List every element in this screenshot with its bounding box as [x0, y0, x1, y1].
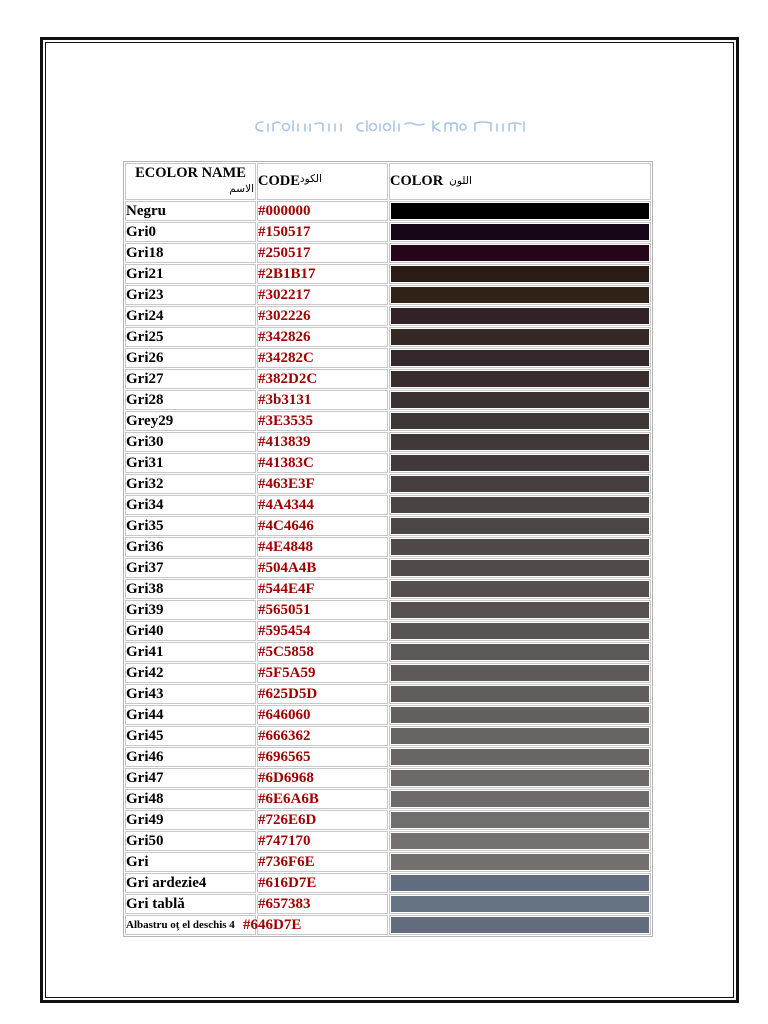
color-name: Gri39	[126, 602, 164, 618]
color-name: Gri28	[126, 392, 164, 408]
color-swatch	[391, 644, 649, 660]
table-row	[125, 348, 651, 368]
color-swatch-cell	[389, 810, 651, 830]
color-name-cell	[125, 537, 256, 557]
color-swatch	[391, 392, 649, 408]
color-name-cell	[125, 852, 256, 872]
color-swatch	[391, 602, 649, 618]
table-row	[125, 789, 651, 809]
color-swatch-cell	[389, 915, 651, 935]
header-name-label: ECOLOR NAME	[135, 165, 246, 181]
color-swatch-cell	[389, 537, 651, 557]
color-name: Gri34	[126, 497, 164, 513]
header-name-arabic: الاسم	[229, 183, 254, 195]
color-swatch	[391, 854, 649, 870]
color-name: Gri25	[126, 329, 164, 345]
color-name: Gri50	[126, 833, 164, 849]
color-name-cell	[125, 915, 256, 935]
color-swatch	[391, 686, 649, 702]
color-code-cell	[257, 306, 388, 326]
table-row	[125, 432, 651, 452]
color-swatch	[391, 812, 649, 828]
color-swatch	[391, 665, 649, 681]
color-name: Negru	[126, 203, 166, 219]
color-name-cell	[125, 810, 256, 830]
color-code-cell	[257, 474, 388, 494]
color-swatch	[391, 224, 649, 240]
color-swatch	[391, 497, 649, 513]
color-swatch	[391, 329, 649, 345]
table-body	[125, 201, 651, 935]
color-name-cell	[125, 243, 256, 263]
color-code: #6D6968	[258, 770, 314, 786]
color-code: #3E3535	[258, 413, 314, 429]
color-code-cell	[257, 453, 388, 473]
color-name-cell	[125, 579, 256, 599]
table-row	[125, 327, 651, 347]
color-name: Gri38	[126, 581, 164, 597]
table-row	[125, 495, 651, 515]
color-code: #736F6E	[258, 854, 315, 870]
color-code: #646060	[258, 707, 311, 723]
color-name-cell	[125, 411, 256, 431]
color-swatch-cell	[389, 222, 651, 242]
table-row	[125, 768, 651, 788]
faded-title-graphic	[253, 119, 529, 134]
table-row	[125, 579, 651, 599]
color-swatch	[391, 770, 649, 786]
header-color-label: COLOR	[390, 173, 444, 189]
color-name-cell	[125, 348, 256, 368]
color-code-cell	[257, 579, 388, 599]
color-name-cell	[125, 663, 256, 683]
table-row	[125, 285, 651, 305]
color-name: Gri43	[126, 686, 164, 702]
header-code-arabic: الكود	[299, 172, 322, 185]
color-code: #565051	[258, 602, 311, 618]
color-name-cell	[125, 789, 256, 809]
color-code-cell	[257, 327, 388, 347]
color-name: Gri36	[126, 539, 164, 555]
color-name: Gri41	[126, 644, 164, 660]
color-swatch-cell	[389, 558, 651, 578]
color-name-cell	[125, 327, 256, 347]
color-swatch-cell	[389, 579, 651, 599]
color-name: Gri49	[126, 812, 164, 828]
color-swatch-cell	[389, 369, 651, 389]
color-code: #41383C	[258, 455, 314, 471]
color-code-cell	[257, 726, 388, 746]
color-swatch	[391, 434, 649, 450]
color-name: Gri37	[126, 560, 164, 576]
color-name-cell	[125, 600, 256, 620]
color-swatch-cell	[389, 852, 651, 872]
color-name-cell	[125, 726, 256, 746]
color-swatch-cell	[389, 495, 651, 515]
table-row	[125, 663, 651, 683]
color-name: Gri45	[126, 728, 164, 744]
color-code: #595454	[258, 623, 311, 639]
color-swatch	[391, 539, 649, 555]
color-name-cell	[125, 747, 256, 767]
table-row	[125, 873, 651, 893]
color-swatch-cell	[389, 348, 651, 368]
color-name-cell	[125, 495, 256, 515]
color-code: #000000	[258, 203, 311, 219]
color-name-cell	[125, 831, 256, 851]
color-name: Grey29	[126, 413, 174, 429]
color-code: #726E6D	[258, 812, 317, 828]
table-row	[125, 453, 651, 473]
color-name: Gri0	[126, 224, 156, 240]
color-swatch	[391, 308, 649, 324]
color-code-cell	[257, 810, 388, 830]
header-name-cell	[125, 163, 256, 200]
color-code: #646D7E	[243, 917, 302, 933]
color-code: #302217	[258, 287, 311, 303]
color-swatch	[391, 371, 649, 387]
table-row	[125, 642, 651, 662]
color-code-cell	[257, 789, 388, 809]
color-name: Gri27	[126, 371, 164, 387]
color-name: Gri24	[126, 308, 164, 324]
color-code-cell	[257, 348, 388, 368]
color-code-cell	[257, 495, 388, 515]
table-row	[125, 411, 651, 431]
color-code-cell	[257, 558, 388, 578]
color-code: #413839	[258, 434, 311, 450]
color-name-cell	[125, 684, 256, 704]
color-swatch	[391, 350, 649, 366]
color-swatch	[391, 455, 649, 471]
color-swatch	[391, 833, 649, 849]
color-swatch	[391, 203, 649, 219]
color-swatch-cell	[389, 411, 651, 431]
color-code-cell	[257, 516, 388, 536]
color-name: Gri42	[126, 665, 164, 681]
color-code: #34282C	[258, 350, 314, 366]
table-row	[125, 516, 651, 536]
color-name: Gri47	[126, 770, 164, 786]
color-swatch	[391, 896, 649, 912]
color-code-cell	[257, 621, 388, 641]
color-name: Gri26	[126, 350, 164, 366]
color-code-cell	[257, 852, 388, 872]
table-row	[125, 747, 651, 767]
color-name-cell	[125, 285, 256, 305]
color-swatch-cell	[389, 453, 651, 473]
color-code-cell	[257, 873, 388, 893]
color-swatch	[391, 287, 649, 303]
color-swatch-cell	[389, 285, 651, 305]
color-code-cell	[243, 915, 388, 935]
color-code: #3b3131	[258, 392, 312, 408]
color-code: #5F5A59	[258, 665, 316, 681]
color-swatch-cell	[389, 201, 651, 221]
color-code: #2B1B17	[258, 266, 316, 282]
table-row	[125, 684, 651, 704]
color-code: #747170	[258, 833, 311, 849]
color-swatch	[391, 791, 649, 807]
color-swatch-cell	[389, 726, 651, 746]
color-code-cell	[257, 432, 388, 452]
color-code-cell	[257, 600, 388, 620]
color-code: #657383	[258, 896, 311, 912]
color-swatch	[391, 413, 649, 429]
color-code-cell	[257, 411, 388, 431]
color-code: #150517	[258, 224, 311, 240]
color-swatch-cell	[389, 831, 651, 851]
color-name-cell	[125, 516, 256, 536]
table-row	[125, 894, 651, 914]
color-code-cell	[257, 768, 388, 788]
color-name-cell	[125, 390, 256, 410]
color-code-cell	[257, 285, 388, 305]
color-code: #666362	[258, 728, 311, 744]
table-row	[125, 390, 651, 410]
color-name-cell	[125, 873, 256, 893]
color-swatch	[391, 875, 649, 891]
color-code: #504A4B	[258, 560, 317, 576]
color-swatch-cell	[389, 663, 651, 683]
color-name: Albastru oț el deschis 4	[126, 919, 235, 931]
table-row	[125, 705, 651, 725]
color-code: #5C5858	[258, 644, 314, 660]
color-code: #302226	[258, 308, 311, 324]
color-swatch	[391, 623, 649, 639]
color-swatch-cell	[389, 894, 651, 914]
color-swatch	[391, 245, 649, 261]
color-code: #382D2C	[258, 371, 318, 387]
color-name: Gri35	[126, 518, 164, 534]
color-code-cell	[257, 243, 388, 263]
color-code-cell	[257, 201, 388, 221]
color-swatch-cell	[389, 873, 651, 893]
table-header-row	[125, 163, 651, 200]
color-code-cell	[257, 390, 388, 410]
table-row	[125, 264, 651, 284]
color-swatch	[391, 581, 649, 597]
color-code-cell	[257, 663, 388, 683]
color-name-cell	[125, 453, 256, 473]
header-code-label: CODE	[258, 173, 300, 189]
color-swatch-cell	[389, 516, 651, 536]
color-name: Gri48	[126, 791, 164, 807]
color-swatch-cell	[389, 474, 651, 494]
color-swatch-cell	[389, 390, 651, 410]
table-row	[125, 222, 651, 242]
color-code: #4A4344	[258, 497, 314, 513]
color-swatch	[391, 476, 649, 492]
color-name-cell	[125, 432, 256, 452]
color-code-cell	[257, 684, 388, 704]
color-code: #4C4646	[258, 518, 314, 534]
color-swatch-cell	[389, 600, 651, 620]
color-name: Gri23	[126, 287, 164, 303]
color-name: Gri ardezie4	[126, 875, 207, 891]
color-name: Gri31	[126, 455, 164, 471]
table-row	[125, 915, 651, 935]
color-code-cell	[257, 222, 388, 242]
color-code: #4E4848	[258, 539, 314, 555]
color-code: #696565	[258, 749, 311, 765]
color-name: Gri	[126, 854, 149, 870]
table-row	[125, 306, 651, 326]
color-name: Gri21	[126, 266, 164, 282]
table-row	[125, 201, 651, 221]
color-code-cell	[257, 264, 388, 284]
table-row	[125, 852, 651, 872]
color-swatch-cell	[389, 705, 651, 725]
color-name-cell	[125, 705, 256, 725]
table-row	[125, 537, 651, 557]
color-swatch-cell	[389, 264, 651, 284]
color-code: #616D7E	[258, 875, 317, 891]
color-name: Gri46	[126, 749, 164, 765]
color-name-cell	[125, 894, 256, 914]
color-swatch-cell	[389, 684, 651, 704]
color-swatch-cell	[389, 747, 651, 767]
table-row	[125, 558, 651, 578]
table-row	[125, 243, 651, 263]
color-code-cell	[257, 642, 388, 662]
color-swatch	[391, 917, 649, 933]
color-name: Gri40	[126, 623, 164, 639]
color-name: Gri32	[126, 476, 164, 492]
table-row	[125, 600, 651, 620]
color-code-cell	[257, 747, 388, 767]
color-swatch-cell	[389, 432, 651, 452]
color-name: Gri tablă	[126, 896, 185, 912]
table-row	[125, 621, 651, 641]
color-swatch-cell	[389, 642, 651, 662]
color-name-cell	[125, 369, 256, 389]
header-color-arabic: اللون	[449, 174, 472, 187]
color-swatch	[391, 707, 649, 723]
color-table	[123, 161, 653, 937]
table-row	[125, 726, 651, 746]
color-code-cell	[257, 705, 388, 725]
color-swatch	[391, 266, 649, 282]
color-code: #625D5D	[258, 686, 318, 702]
color-swatch	[391, 749, 649, 765]
color-name-cell	[125, 558, 256, 578]
color-code: #463E3F	[258, 476, 315, 492]
color-code-cell	[257, 894, 388, 914]
color-name-cell	[125, 768, 256, 788]
color-code-cell	[257, 537, 388, 557]
color-name: Gri44	[126, 707, 164, 723]
color-code: #342826	[258, 329, 311, 345]
color-code-cell	[257, 369, 388, 389]
color-code: #250517	[258, 245, 311, 261]
color-swatch-cell	[389, 306, 651, 326]
color-swatch-cell	[389, 243, 651, 263]
table-row	[125, 369, 651, 389]
header-color-cell	[389, 163, 651, 200]
color-swatch	[391, 560, 649, 576]
color-code: #6E6A6B	[258, 791, 319, 807]
color-code: #544E4F	[258, 581, 315, 597]
color-name-cell	[125, 264, 256, 284]
table-row	[125, 474, 651, 494]
color-name-cell	[125, 201, 256, 221]
table-row	[125, 810, 651, 830]
header-code-cell	[257, 163, 388, 200]
color-swatch-cell	[389, 327, 651, 347]
table-row	[125, 831, 651, 851]
color-name-cell	[125, 306, 256, 326]
color-swatch	[391, 518, 649, 534]
color-swatch-cell	[389, 621, 651, 641]
color-name: Gri30	[126, 434, 164, 450]
color-swatch-cell	[389, 789, 651, 809]
color-swatch	[391, 728, 649, 744]
color-code-cell	[257, 831, 388, 851]
color-name-cell	[125, 222, 256, 242]
color-name-cell	[125, 474, 256, 494]
color-name-cell	[125, 642, 256, 662]
color-name-cell	[125, 621, 256, 641]
color-name: Gri18	[126, 245, 164, 261]
color-swatch-cell	[389, 768, 651, 788]
